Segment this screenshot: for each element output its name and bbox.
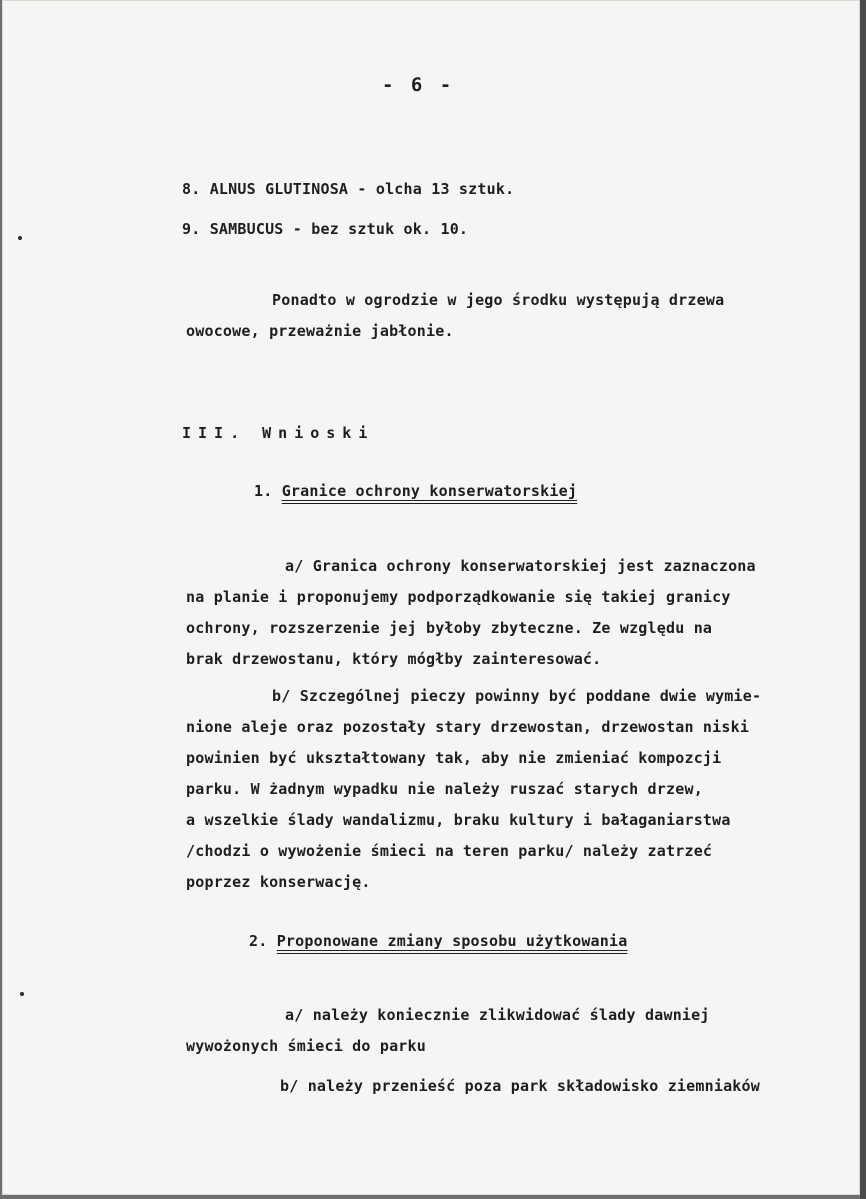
- paragraph-line: b/ należy przenieść poza park składowisko ziemniaków: [280, 1077, 760, 1095]
- paragraph-line: na planie i proponujemy podporządkowanie się takiej granicy: [186, 588, 731, 606]
- subsection-title: Granice ochrony konserwatorskiej: [281, 482, 578, 500]
- scan-edge: [860, 0, 866, 1199]
- paragraph-line: wywożonych śmieci do parku: [186, 1037, 426, 1055]
- paragraph-line: a/ należy koniecznie zlikwidować ślady dawniej: [285, 1006, 710, 1024]
- subsection-heading: [254, 482, 577, 500]
- page-number: - 6 -: [382, 74, 455, 96]
- paragraph-line: owocowe, przeważnie jabłonie.: [186, 322, 454, 340]
- subsection-number: 1.: [254, 482, 273, 500]
- ink-speck: [20, 992, 24, 996]
- paragraph-line: a/ Granica ochrony konserwatorskiej jest zaznaczona: [285, 557, 756, 575]
- paragraph-line: a wszelkie ślady wandalizmu, braku kultury i bałaganiarstwa: [186, 811, 731, 829]
- subsection-title: Proponowane zmiany sposobu użytkowania: [276, 932, 628, 950]
- section-heading: III. Wnioski: [182, 424, 375, 442]
- ink-speck: [18, 236, 22, 240]
- list-item: 9. SAMBUCUS - bez sztuk ok. 10.: [182, 220, 469, 238]
- paragraph-line: powinien być ukształtowany tak, aby nie zmieniać kompozcji: [186, 749, 722, 767]
- subsection-number: 2.: [249, 932, 268, 950]
- paragraph-line: Ponadto w ogrodzie w jego środku występują drzewa: [272, 291, 725, 309]
- paragraph-line: parku. W żadnym wypadku nie należy ruszać starych drzew,: [186, 780, 703, 798]
- paragraph-line: brak drzewostanu, który mógłby zainteresować.: [186, 650, 602, 668]
- paragraph-line: poprzez konserwację.: [186, 873, 371, 891]
- document-page: [2, 0, 860, 1195]
- paragraph-line: ochrony, rozszerzenie jej byłoby zbyteczne. Ze względu na: [186, 619, 713, 637]
- list-item: 8. ALNUS GLUTINOSA - olcha 13 sztuk.: [182, 180, 515, 198]
- paragraph-line: nione aleje oraz pozostały stary drzewostan, drzewostan niski: [186, 718, 750, 736]
- paragraph-line: b/ Szczególnej pieczy powinny być poddane dwie wymie-: [272, 687, 762, 705]
- subsection-heading: [249, 932, 627, 950]
- paragraph-line: /chodzi o wywożenie śmieci na teren parku/ należy zatrzeć: [186, 842, 713, 860]
